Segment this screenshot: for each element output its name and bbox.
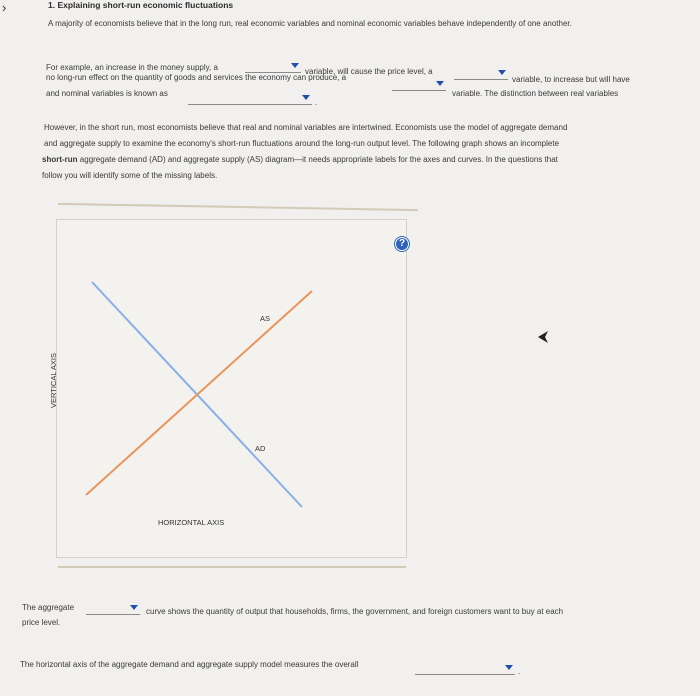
aggregate-curve-dropdown[interactable] bbox=[86, 604, 140, 615]
intro-text-f: and nominal variables is known as bbox=[46, 89, 168, 98]
short-run-line-3: short-run aggregate demand (AD) and aggregate supply (AS) diagram—it needs appropriate labels for the axes and curves. In the questions that bbox=[42, 155, 558, 164]
intro-text-d: no long-run effect on the quantity of goods and services the economy can produce, a bbox=[46, 73, 347, 82]
question-1-text-a: The aggregate bbox=[22, 603, 75, 612]
intro-line: A majority of economists believe that in the long run, real economic variables and nominal economic variables behave independently of one another. bbox=[48, 19, 572, 28]
intro-text-g: . bbox=[315, 98, 318, 107]
intro-text-a: For example, an increase in the money supply, a bbox=[46, 63, 218, 72]
question-2-text-b: . bbox=[518, 667, 521, 676]
ad-curve-label: AD bbox=[255, 444, 266, 453]
horizontal-axis-label: HORIZONTAL AXIS bbox=[158, 518, 225, 527]
horizontal-axis-dropdown[interactable] bbox=[415, 664, 515, 675]
mouse-cursor-icon bbox=[537, 330, 549, 344]
short-run-line-1: However, in the short run, most economists believe that real and nominal variables are intertwined. Economists use the model of aggregate demand bbox=[44, 123, 568, 132]
chevron-down-icon bbox=[505, 665, 513, 670]
question-2-text-a: The horizontal axis of the aggregate demand and aggregate supply model measures the overall bbox=[20, 660, 359, 669]
divider-bottom bbox=[58, 566, 406, 568]
short-run-line-2: and aggregate supply to examine the economy's short-run fluctuations around the long-run output level. The following graph shows an incomplete bbox=[44, 139, 560, 148]
chevron-down-icon bbox=[130, 605, 138, 610]
question-1-text-c: price level. bbox=[22, 618, 61, 627]
vertical-axis-label: VERTICAL AXIS bbox=[49, 352, 59, 409]
short-run-line-4: follow you will identify some of the missing labels. bbox=[42, 171, 218, 180]
as-curve[interactable] bbox=[86, 291, 312, 495]
question-1-text-b: curve shows the quantity of output that households, firms, the government, and foreign customers want to buy at each bbox=[146, 607, 564, 616]
as-curve-label: AS bbox=[260, 314, 271, 323]
intro-text-c: variable, to increase but will have bbox=[512, 75, 630, 84]
intro-text-e: variable. The distinction between real variables bbox=[452, 89, 619, 98]
intro-text-b: variable, will cause the price level, a bbox=[305, 67, 433, 76]
question-mark-icon: ? bbox=[395, 237, 409, 251]
back-chevron-icon[interactable]: › bbox=[2, 0, 7, 15]
page-title: 1. Explaining short-run economic fluctuations bbox=[48, 0, 234, 10]
